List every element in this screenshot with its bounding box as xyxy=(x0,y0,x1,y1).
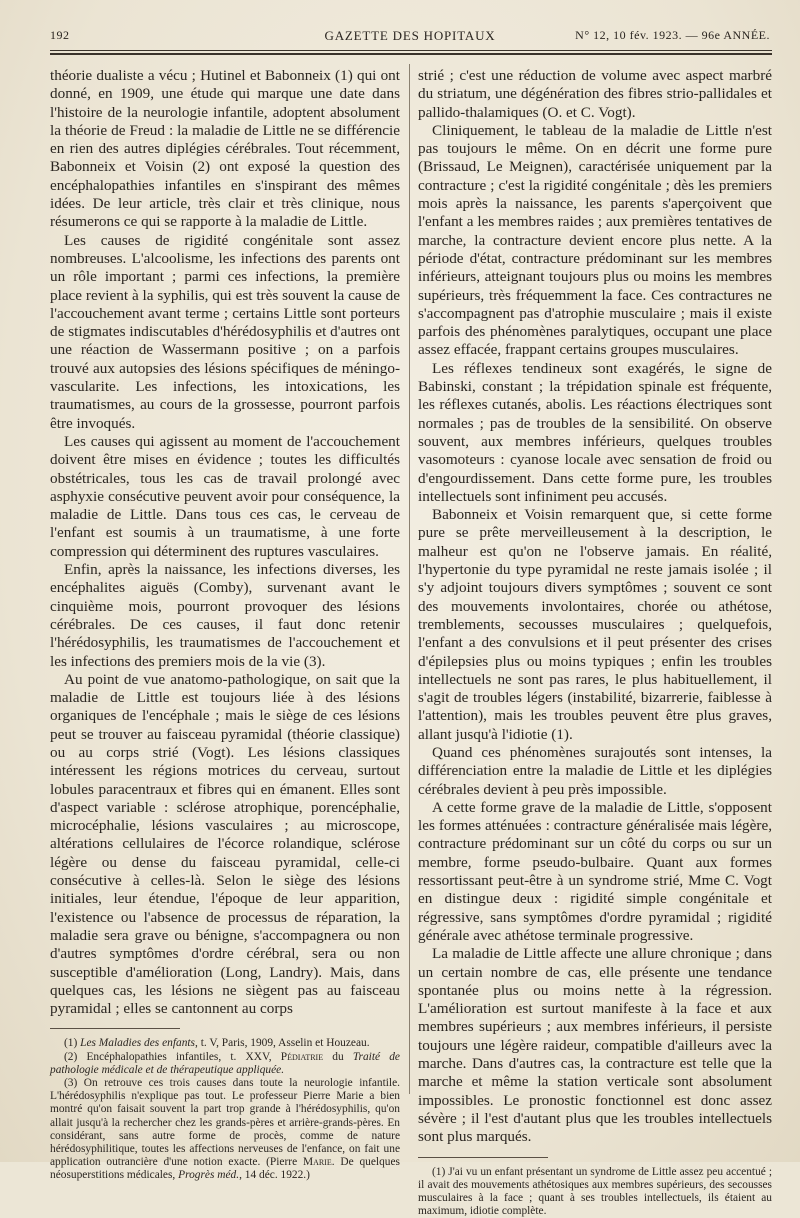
page-number: 192 xyxy=(50,28,70,42)
paragraph: Au point de vue anatomo-pathologique, on sait que la maladie de Little est toujours liée à des lésions organiques de l'encéphale ; mais le siège de ces lésions peut se trouver au faisceau pyramidal (théorie classique) ou au corps strié (Vogt). Les lésions classiques intéressent les régions motrices du cerveau, surtout lobules paracentraux et fibres qui en émanent. Elles sont d'aspect variable : sclérose atrophique, porencéphalie, microcéphalie, lésions vasculaires ; au microscope, altérations cellulaires de l'écorce rolandique, sclérose légère ou dense du faisceau pyramidal, celle-ci consécutive à celles-là. Selon le siège des lésions initiales, leur étendue, l'époque de leur apparition, l'existence ou l'absence de processus de réparation, la maladie sera grave ou bénigne, s'accompagnera ou non d'autres symptômes d'ordre cérébral, sera ou non susceptible d'amélioration (Long, Landry). Mais, dans quelques cas, les lésions ne siègent pas au faisceau pyramidal ; elles se cantonnent au corps xyxy=(50,670,400,1018)
paragraph: La maladie de Little affecte une allure chronique ; dans un certain nombre de cas, elle présente une tendance spontanée plus ou moins nette à la régression. L'amélioration est surtout manifeste à la face et aux membres supérieurs ; aux membres inférieurs, il persiste toujours une légère raideur, compatible d'ailleurs avec la marche. Dans d'autres cas, la contracture est telle que la marche et même la station verticale sont absolument impossibles. Le pronostic fonctionnel est donc assez sévère ; il l'est d'autant plus que les troubles intellectuels sont plus marqués. xyxy=(418,945,772,1146)
footnote-1: (1) Les Maladies des enfants, t. V, Paris, 1909, Asselin et Houzeau. xyxy=(64,1037,370,1050)
paragraph: Les causes qui agissent au moment de l'accouchement doivent être mises en évidence ; toutes les difficultés obstétricales, tous les cas de travail prolongé avec asphyxie consécutive peuvent avoir pour conséquence, la maladie de Little. Dans tous ces cas, le cerveau de l'enfant est soumis à un traumatisme, à une forte compression qui déterminent des ruptures vasculaires. xyxy=(50,432,400,560)
footnote-rule xyxy=(418,1157,548,1158)
header-rule-thick xyxy=(50,53,772,55)
left-column xyxy=(50,67,400,1183)
column-divider xyxy=(409,64,410,1094)
page-header xyxy=(50,28,770,50)
paragraph: Quand ces phénomènes surajoutés sont intenses, la différenciation entre la maladie de Little et les diplégies cérébrales devient à peu près impossible. xyxy=(418,743,772,798)
publication-title: GAZETTE DES HOPITAUX xyxy=(324,28,496,43)
paragraph: A cette forme grave de la maladie de Little, s'opposent les formes atténuées : contracture généralisée mais légère, contracture prédominant sur un côté du corps ou sur un membre, forme pseudo-bulbaire. Quant aux formes ressortissant peut-être à un syndrome strié, Mme C. Vogt en distingue deux : rigidité simple congénitale et régressive, sans symptômes d'ordre pyramidal ; rigidité générale avec athétose terminale progressive. xyxy=(418,798,772,944)
paragraph: Les causes de rigidité congénitale sont assez nombreuses. L'alcoolisme, les infections des parents ont un rôle important ; parmi ces infections, la première place revient à la syphilis, qui est très souvent la cause de l'accouchement avant terme ; certains Little sont porteurs de stigmates indiscutables d'hérédosyphilis et d'autres ont une réaction de Wassermann positive ; on a parfois trouvé aux autopsies des lésions spécifiques de méningo-vascularite. Les infections, les intoxications, les traumatismes, au cours de la grossesse, pourront parfois être invoqués. xyxy=(50,231,400,432)
footnote-3: (3) On retrouve ces trois causes dans toute la neurologie infantile. L'hérédosyphilis n'explique pas tout. Le professeur Pierre Marie a bien montré qu'on faisait souvent la part trop grande à l'hérédosyphilis, qu'on allait jusqu'à la rechercher chez les grands-pères et arrière-grands-pères. En considérant, sans autre forme de procès, comme de nature hérédosyphilitique, toutes les affections nerveuses de l'enfance, on fait une application outrancière d'une notion exacte. (Pierre Marie. De quelques néosuperstitions médicales, Progrès méd., 14 déc. 1922.) xyxy=(50,1077,400,1182)
issue-info: N° 12, 10 fév. 1923. — 96e ANNÉE. xyxy=(575,28,770,42)
paragraph: Enfin, après la naissance, les infections diverses, les encéphalites aiguës (Comby), survenant avant le cinquième mois, pourront provoquer des lésions cérébrales. De ces causes, il faut donc retenir l'hérédosyphilis, les traumatismes de l'accouchement et les infections des premiers mois de la vie (3). xyxy=(50,561,400,670)
paragraph: Les réflexes tendineux sont exagérés, le signe de Babinski, constant ; la trépidation spinale est fréquente, les réflexes cutanés, abolis. Les réactions électriques sont normales ; pas de troubles de la sensibilité. On observe souvent, aux membres inférieurs, quelques troubles vasomoteurs : cyanose locale avec sensation de froid ou d'engourdissement. Dans cette forme pure, les troubles intellectuels sont infiniment peu accusés. xyxy=(418,359,772,505)
footnote-rule xyxy=(50,1028,180,1029)
footnote-1-right: (1) J'ai vu un enfant présentant un syndrome de Little assez peu accentué ; il avait des mouvements athétosiques aux membres supérieurs, des secousses musculaires à la face ; quant à ses troubles intellectuels, ils étaient au maximum, idiotie complète. xyxy=(418,1165,772,1218)
header-rule xyxy=(50,50,772,51)
paragraph: Cliniquement, le tableau de la maladie de Little n'est pas toujours le même. On en décrit une forme pure (Brissaud, Le Meignen), caractérisée uniquement par la contracture ; c'est la rigidité congénitale ; dès les premiers mois après la naissance, les parents s'aperçoivent que l'enfant a les membres raides ; aux premières tentatives de marche, la contracture devient encore plus nette. A la période d'état, contracture prédominant sur les membres inférieurs, atteignant toujours plus ou moins les membres supérieurs, très fréquemment la face. Ces contractures ne s'accompagnent pas d'atrophie musculaire ; mais il existe parfois des phénomènes paralytiques, occupant une place assez effacée, frappant certains groupes musculaires. xyxy=(418,121,772,359)
paragraph: théorie dualiste a vécu ; Hutinel et Babonneix (1) qui ont donné, en 1909, une étude qui marque une date dans l'histoire de la neurologie infantile, adoptent absolument la théorie de Freud : la maladie de Little ne se différencie en rien des autres diplégies cérébrales. Tout récemment, Babonneix et Voisin (2) ont exposé la question des encéphalopathies infantiles en s'inspirant des mêmes idées. De leur article, très clair et très clinique, nous résumerons ce qui se rapporte à la maladie de Little. xyxy=(50,67,400,231)
paragraph: Babonneix et Voisin remarquent que, si cette forme pure se prête merveilleusement à la description, le malheur est qu'on ne l'observe jamais. En réalité, l'hypertonie du type pyramidal ne reste jamais isolée ; il s'y adjoint toujours divers symptômes ; souvent ce sont des mouvements involontaires, chorée ou athétose, tremblements, secousses musculaires ; quelquefois, l'enfant a des convulsions et il peut présenter des crises d'épilepsies plus ou moins typiques ; enfin les troubles intellectuels ne sont pas rares, le plus habituellement, il s'agit de troubles légers (instabilité, bizarrerie, faiblesse à l'attention), mais les troubles peuvent être plus graves, allant jusqu'à l'idiotie (1). xyxy=(418,506,772,743)
right-column xyxy=(418,67,772,1218)
paragraph: strié ; c'est une réduction de volume avec aspect marbré du striatum, une dégénération des fibres strio-pallidales et pallido-thalamiques (O. et C. Vogt). xyxy=(418,67,772,121)
footnote-2: (2) Encéphalopathies infantiles, t. XXV, Pédiatrie du Traité de pathologie médicale et de thérapeutique appliquée. xyxy=(50,1050,400,1076)
